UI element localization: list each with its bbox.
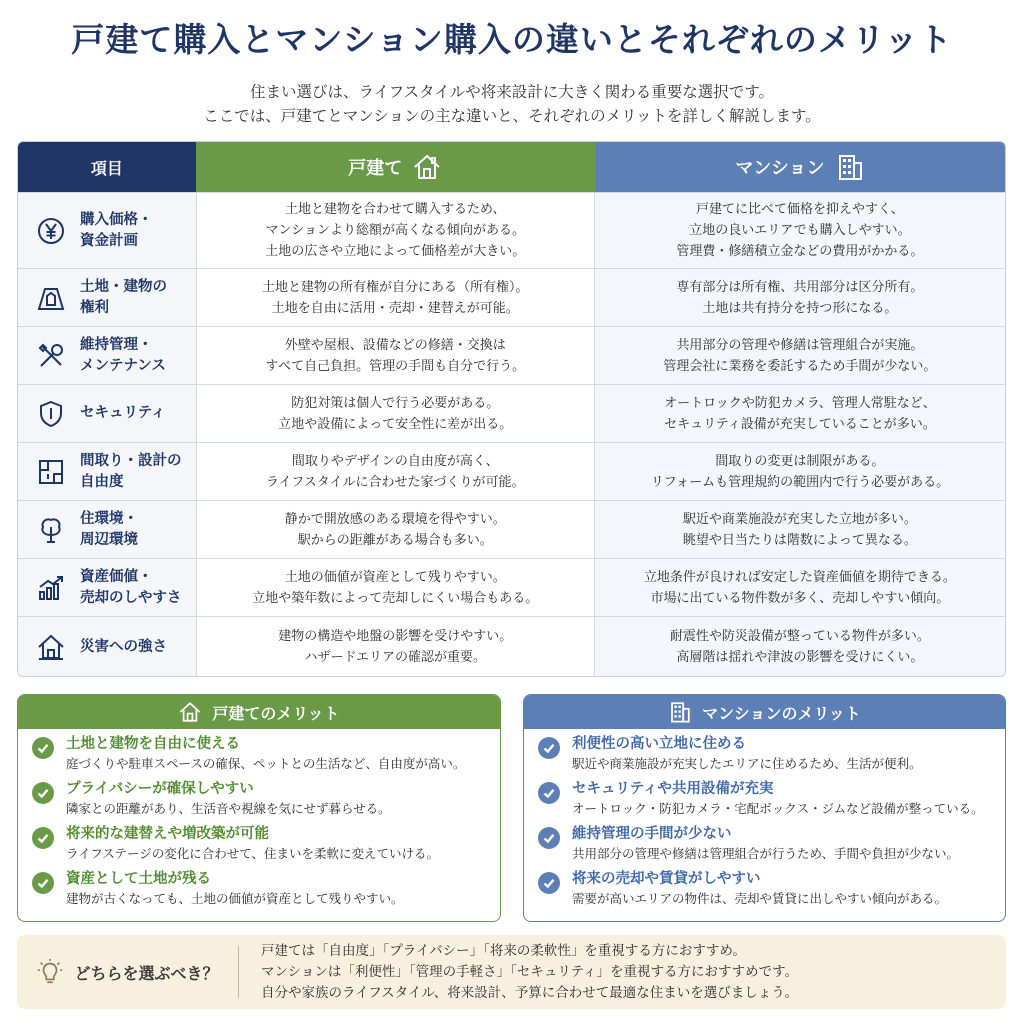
house-merits-box: [17, 694, 501, 922]
table-row: [18, 268, 1005, 326]
merit-desc: 庭づくりや駐車スペースの確保、ペットとの生活など、自由度が高い。: [66, 756, 466, 771]
check-icon: [538, 737, 560, 759]
row-mansion-text: 間取りの変更は制限がある。 リフォームも管理規約の範囲内で行う必要がある。: [650, 453, 950, 490]
list-item: [538, 734, 993, 779]
list-item: [538, 869, 993, 914]
header-mansion: マンション: [595, 142, 1005, 192]
lightbulb-icon: [36, 958, 64, 986]
merit-desc: ライフステージの変化に合わせて、住まいを柔軟に変えていける。: [66, 846, 440, 861]
row-item-label: 購入価格・ 資金計画: [80, 211, 153, 249]
house-merits-header: [18, 695, 500, 729]
merit-title: セキュリティや共用設備が充実: [572, 781, 774, 797]
row-item-label: 住環境・ 周辺環境: [80, 510, 138, 548]
merit-desc: 共用部分の管理や修繕は管理組合が行うため、手間や負担が少ない。: [572, 846, 960, 861]
mansion-merits-list: [524, 729, 1005, 914]
land-building-icon: [36, 283, 66, 313]
row-mansion-text: 戸建てに比べて価格を抑えやすく、 立地の良いエリアでも購入しやすい。 管理費・修繕積立金などの費用がかかる。: [676, 202, 924, 259]
page-title: 戸建て購入とマンション購入の違いとそれぞれのメリット: [71, 20, 953, 59]
list-item: [32, 779, 488, 824]
list-item: [538, 779, 993, 824]
merit-title: プライバシーが確保しやすい: [66, 781, 254, 797]
row-item-label: 資産価値・ 売却のしやすさ: [80, 568, 182, 606]
merit-title: 土地と建物を自由に使える: [66, 736, 240, 752]
table-row: [18, 192, 1005, 268]
check-icon: [32, 737, 54, 759]
intro-line-2: ここでは、戸建てとマンションの主な違いと、それぞれのメリットを詳しく解説します。: [203, 107, 821, 125]
check-icon: [32, 782, 54, 804]
intro-text: [0, 80, 1024, 128]
merit-desc: 需要が高いエリアの物件は、売却や賃貸に出しやすい傾向がある。: [572, 891, 948, 906]
header-house: 戸建て: [196, 142, 595, 192]
merit-title: 将来の売却や賃貸がしやすい: [572, 871, 761, 887]
table-row: [18, 616, 1005, 677]
row-house-text: 静かで開放感のある環境を得やすい。 駅からの距離がある場合も多い。: [284, 511, 506, 548]
row-mansion-text: 専有部分は所有権、共用部分は区分所有。 土地は共有持分を持つ形になる。: [676, 279, 924, 316]
row-mansion-text: 駅近や商業施設が充実した立地が多い。 眺望や日当たりは階数によって異なる。: [682, 511, 917, 548]
row-item-label: セキュリティ: [80, 405, 166, 421]
check-icon: [32, 872, 54, 894]
list-item: [538, 824, 993, 869]
tree-icon: [36, 515, 66, 545]
house-merits-list: [18, 729, 500, 914]
row-mansion-text: 共用部分の管理や修繕は管理組合が実施。 管理会社に業務を委託するため手間が少ない。: [663, 337, 937, 374]
merit-desc: 隣家との距離があり、生活音や視線を気にせず暮らせる。: [66, 801, 391, 816]
comparison-table: [17, 141, 1006, 677]
list-item: [32, 824, 488, 869]
row-house-text: 防犯対策は個人で行う必要がある。 立地や設備によって安全性に差が出る。: [278, 395, 513, 432]
row-house-text: 土地と建物を合わせて購入するため、 マンションより総額が高くなる傾向がある。 土地の広さや立地によって価格差が大きい。: [265, 202, 526, 259]
recommendation-title: どちらを選ぶべき？: [74, 963, 219, 983]
house-merits-title: 戸建てのメリット: [212, 703, 340, 723]
table-row: [18, 442, 1005, 500]
merit-title: 将来的な建替えや増改築が可能: [66, 826, 269, 842]
row-house-text: 土地の価値が資産として残りやすい。 立地や築年数によって売却しにくい場合もある。: [252, 569, 539, 606]
row-item-label: 間取り・設計の 自由度: [80, 452, 182, 490]
check-icon: [538, 872, 560, 894]
merit-desc: 駅近や商業施設が充実したエリアに住めるため、生活が便利。: [572, 756, 922, 771]
merit-desc: オートロック・防犯カメラ・宅配ボックス・ジムなど設備が整っている。: [572, 801, 984, 816]
check-icon: [538, 827, 560, 849]
list-item: [32, 869, 488, 914]
table-row: [18, 500, 1005, 558]
row-house-text: 建物の構造や地盤の影響を受けやすい。 ハザードエリアの確認が重要。: [278, 629, 513, 665]
tools-icon: [36, 341, 66, 371]
header-item: 項目: [18, 142, 196, 192]
row-item-label: 土地・建物の 権利: [80, 278, 167, 316]
yen-icon: [36, 216, 66, 246]
check-icon: [538, 782, 560, 804]
house-icon: [178, 700, 202, 724]
row-item-label: 維持管理・ メンテナンス: [80, 336, 166, 374]
list-item: [32, 734, 488, 779]
house-icon: [412, 152, 442, 182]
row-house-text: 土地と建物の所有権が自分にある（所有権）。 土地を自由に活用・売却・建替えが可能。: [262, 279, 529, 316]
recommendation-box: [17, 935, 1006, 1009]
merit-desc: 建物が古くなっても、土地の価値が資産として残りやすい。: [66, 891, 404, 906]
row-mansion-text: 耐震性や防災設備が整っている物件が多い。 高層階は揺れや津波の影響を受けにくい。: [669, 629, 930, 665]
table-header: [18, 142, 1005, 192]
merit-title: 維持管理の手間が少ない: [572, 826, 732, 842]
mansion-merits-header: [524, 695, 1005, 729]
table-row: [18, 326, 1005, 384]
row-house-text: 外壁や屋根、設備などの修繕・交換は すべて自己負担。管理の手間も自分で行う。: [265, 337, 526, 374]
recommendation-text: 戸建ては「自由度」「プライバシー」「将来の柔軟性」を重視する方におすすめ。 マンションは「利便性」「管理の手軽さ」「セキュリティ」を重視する方におすすめです。 自分や家族のライフスタイル、将来設計、予算に合わせて最適な住まいを選びましょう。: [261, 942, 799, 1001]
building-icon: [835, 152, 865, 182]
chart-growth-icon: [36, 573, 66, 603]
table-row: [18, 558, 1005, 616]
row-mansion-text: 立地条件が良ければ安定した資産価値を期待できる。 市場に出ている物件数が多く、売却しやすい傾向。: [643, 569, 956, 606]
merit-title: 利便性の高い立地に住める: [572, 736, 746, 752]
mansion-merits-title: マンションのメリット: [702, 703, 861, 723]
shield-icon: [36, 399, 66, 429]
table-row: [18, 384, 1005, 442]
floorplan-icon: [36, 457, 66, 487]
row-mansion-text: オートロックや防犯カメラ、管理人常駐など、 セキュリティ設備が充実していることが多い。: [664, 395, 936, 432]
row-item-label: 災害への強さ: [80, 638, 167, 655]
house-disaster-icon: [36, 632, 66, 662]
mansion-merits-box: [523, 694, 1006, 922]
check-icon: [32, 827, 54, 849]
merit-title: 資産として土地が残る: [66, 871, 211, 887]
row-house-text: 間取りやデザインの自由度が高く、 ライフスタイルに合わせた家づくりが可能。: [266, 453, 525, 490]
building-icon: [668, 700, 692, 724]
intro-line-1: 住まい選びは、ライフスタイルや将来設計に大きく関わる重要な選択です。: [250, 83, 774, 101]
